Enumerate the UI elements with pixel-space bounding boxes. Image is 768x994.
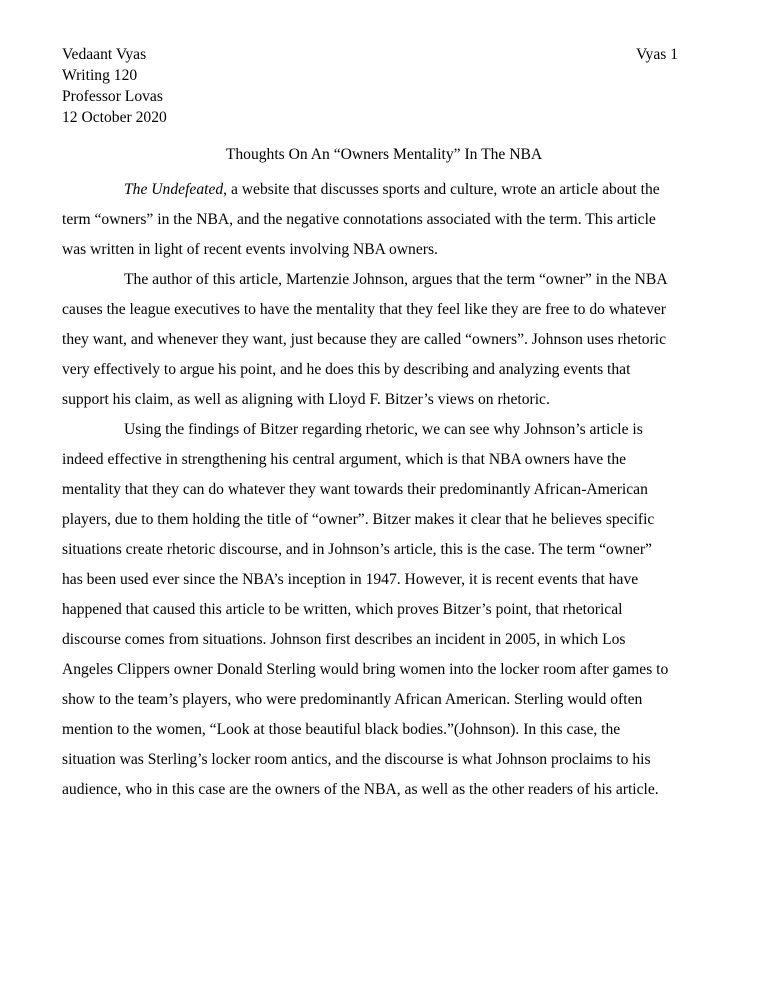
text-line: Using the findings of Bitzer regarding rhetoric, we can see why Johnson’s article is <box>124 421 643 438</box>
text-line: situation was Sterling’s locker room antics, and the discourse is what Johnson proclaims to his <box>62 751 651 768</box>
document-date: 12 October 2020 <box>62 109 167 126</box>
text-line: has been used ever since the NBA’s inception in 1947. However, it is recent events that have <box>62 571 639 588</box>
course-name: Writing 120 <box>62 67 138 84</box>
text-line: indeed effective in strengthening his central argument, which is that NBA owners have the <box>62 451 627 468</box>
text-line: mentality that they can do whatever they want towards their predominantly African-American <box>62 481 648 498</box>
text-line: The author of this article, Martenzie Johnson, argues that the term “owner” in the NBA <box>124 271 668 288</box>
text-line: they want, and whenever they want, just because they are called “owners”. Johnson uses rhetoric <box>62 331 667 348</box>
text-line: players, due to them holding the title of “owner”. Bitzer makes it clear that he believes specific <box>62 511 655 528</box>
author-name: Vedaant Vyas <box>62 46 147 63</box>
essay-title: Thoughts On An “Owners Mentality” In The NBA <box>225 146 543 163</box>
heading-block <box>62 44 167 128</box>
text-line: very effectively to argue his point, and he does this by describing and analyzing events that <box>62 361 631 378</box>
paragraph-2 <box>62 265 698 415</box>
text-line: discourse comes from situations. Johnson first describes an incident in 2005, in which Los <box>62 631 626 648</box>
text-line: support his claim, as well as aligning with Lloyd F. Bitzer’s views on rhetoric. <box>62 391 550 408</box>
text-line: term “owners” in the NBA, and the negative connotations associated with the term. This article <box>62 211 656 228</box>
text-line: mention to the women, “Look at those beautiful black bodies.”(Johnson). In this case, the <box>62 721 621 738</box>
text-line: situations create rhetoric discourse, and in Johnson’s article, this is the case. The term “owner” <box>62 541 652 558</box>
text-line: show to the team’s players, who were predominantly African American. Sterling would often <box>62 691 643 708</box>
text-line: was written in light of recent events involving NBA owners. <box>62 241 438 258</box>
publication-title: The Undefeated <box>124 181 224 198</box>
text-line: causes the league executives to have the mentality that they feel like they are free to do whatever <box>62 301 666 318</box>
text-line: happened that caused this article to be written, which proves Bitzer’s point, that rhetorical <box>62 601 623 618</box>
text-line: audience, who in this case are the owners of the NBA, as well as the other readers of his article. <box>62 781 659 798</box>
text-line: The Undefeated, a website that discusses sports and culture, wrote an article about the <box>124 181 660 198</box>
paragraph-1 <box>62 175 698 265</box>
text-line: Angeles Clippers owner Donald Sterling would bring women into the locker room after games to <box>62 661 669 678</box>
paragraph-3 <box>62 415 698 805</box>
instructor-name: Professor Lovas <box>62 88 163 105</box>
essay-body <box>62 175 698 805</box>
running-head-page-number: Vyas 1 <box>635 46 678 63</box>
